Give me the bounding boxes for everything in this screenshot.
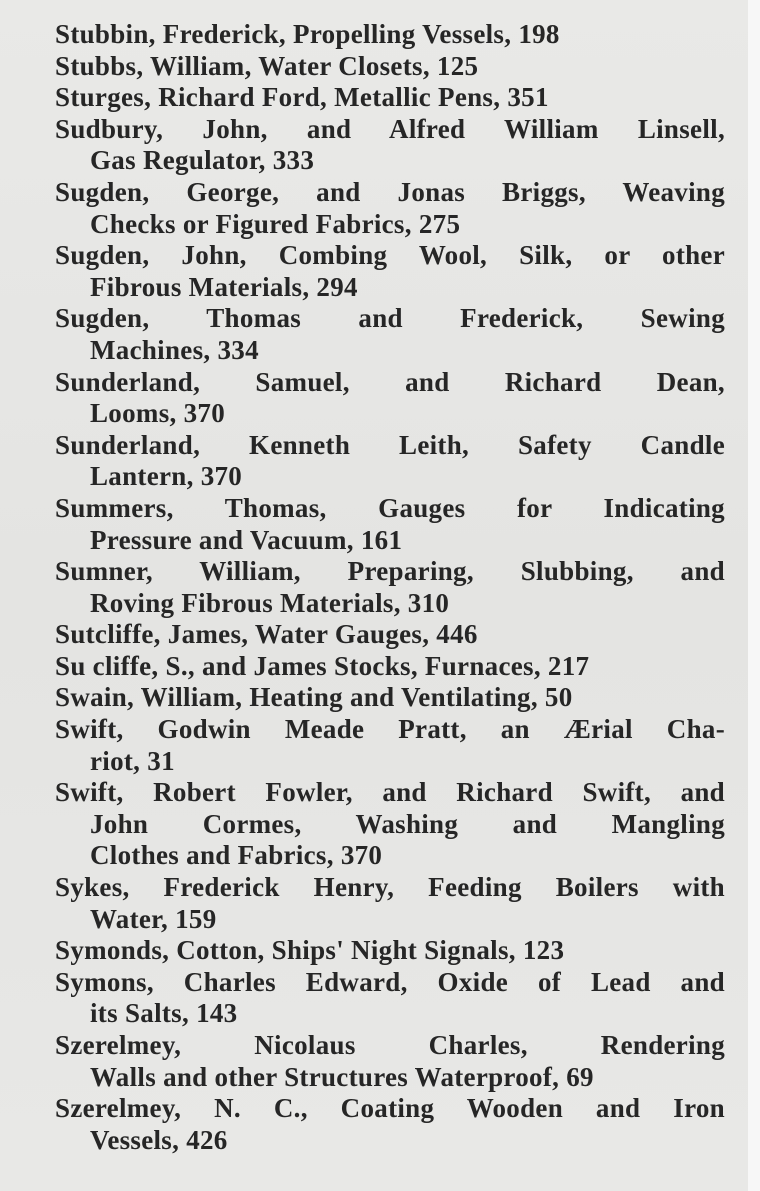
entry-line: Sugden, John, Combing Wool, Silk, or other xyxy=(55,240,725,271)
entry-line: Sugden, Thomas and Frederick, Sewing xyxy=(55,303,725,334)
entry-line: Symonds, Cotton, Ships' Night Signals, 123 xyxy=(55,935,565,966)
index-entry xyxy=(55,556,725,619)
entry-continuation-line: Water, 159 xyxy=(90,903,217,934)
entry-line: Swift, Robert Fowler, and Richard Swift, and xyxy=(55,777,725,808)
index-entry xyxy=(55,19,725,51)
index-entry xyxy=(55,240,725,303)
index-entry xyxy=(55,493,725,556)
entry-line: Sykes, Frederick Henry, Feeding Boilers with xyxy=(55,872,725,903)
entry-line: Su cliffe, S., and James Stocks, Furnaces, 217 xyxy=(55,650,590,681)
entry-continuation-line: Machines, 334 xyxy=(90,334,259,365)
entry-continuation-line: John Cormes, Washing and Mangling xyxy=(90,808,725,839)
index-entry xyxy=(55,967,725,1030)
entry-line: Sugden, George, and Jonas Briggs, Weaving xyxy=(55,176,725,207)
index-entry xyxy=(55,82,725,114)
index-entry xyxy=(55,303,725,366)
entry-line: Sudbury, John, and Alfred William Linsell, xyxy=(55,113,725,144)
index-entry xyxy=(55,682,725,714)
index-list xyxy=(55,19,725,1156)
entry-continuation-line: Pressure and Vacuum, 161 xyxy=(90,524,403,555)
entry-continuation-line: Roving Fibrous Materials, 310 xyxy=(90,587,450,618)
entry-continuation-line: Checks or Figured Fabrics, 275 xyxy=(90,208,461,239)
entry-continuation-line: Vessels, 426 xyxy=(90,1124,228,1155)
entry-continuation-line: Lantern, 370 xyxy=(90,461,243,492)
entry-continuation-line: its Salts, 143 xyxy=(90,998,238,1029)
index-entry xyxy=(55,714,725,777)
index-entry xyxy=(55,1030,725,1093)
entry-continuation-line: Fibrous Materials, 294 xyxy=(90,271,358,302)
index-entry xyxy=(55,619,725,651)
entry-line: Szerelmey, N. C., Coating Wooden and Iron xyxy=(55,1093,725,1124)
entry-line: Sunderland, Samuel, and Richard Dean, xyxy=(55,366,725,397)
index-entry xyxy=(55,935,725,967)
entry-line: Stubbin, Frederick, Propelling Vessels, 198 xyxy=(55,19,560,49)
entry-continuation-line: Looms, 370 xyxy=(90,398,226,429)
entry-line: Sturges, Richard Ford, Metallic Pens, 351 xyxy=(55,82,549,113)
entry-line: Stubbs, William, Water Closets, 125 xyxy=(55,50,479,81)
index-entry xyxy=(55,1093,725,1156)
index-entry xyxy=(55,777,725,872)
entry-continuation-line: riot, 31 xyxy=(90,745,175,776)
index-entry xyxy=(55,367,725,430)
entry-line: Swift, Godwin Meade Pratt, an Ærial Cha- xyxy=(55,714,725,745)
entry-line: Sutcliffe, James, Water Gauges, 446 xyxy=(55,619,478,650)
index-entry xyxy=(55,177,725,240)
entry-line: Swain, William, Heating and Ventilating, 50 xyxy=(55,682,573,713)
index-entry xyxy=(55,114,725,177)
entry-continuation-line: Gas Regulator, 333 xyxy=(90,145,315,176)
index-entry xyxy=(55,430,725,493)
entry-line: Summers, Thomas, Gauges for Indicating xyxy=(55,492,725,523)
entry-line: Sumner, William, Preparing, Slubbing, and xyxy=(55,556,725,587)
page-edge xyxy=(748,0,760,1191)
index-entry xyxy=(55,651,725,683)
entry-line: Symons, Charles Edward, Oxide of Lead and xyxy=(55,966,725,997)
entry-continuation-line: Clothes and Fabrics, 370 xyxy=(90,840,383,871)
entry-line: Szerelmey, Nicolaus Charles, Rendering xyxy=(55,1030,725,1060)
index-entry xyxy=(55,51,725,83)
entry-continuation-line: Walls and other Structures Waterproof, 69 xyxy=(90,1061,594,1092)
index-entry xyxy=(55,872,725,935)
entry-line: Sunderland, Kenneth Leith, Safety Candle xyxy=(55,429,725,460)
